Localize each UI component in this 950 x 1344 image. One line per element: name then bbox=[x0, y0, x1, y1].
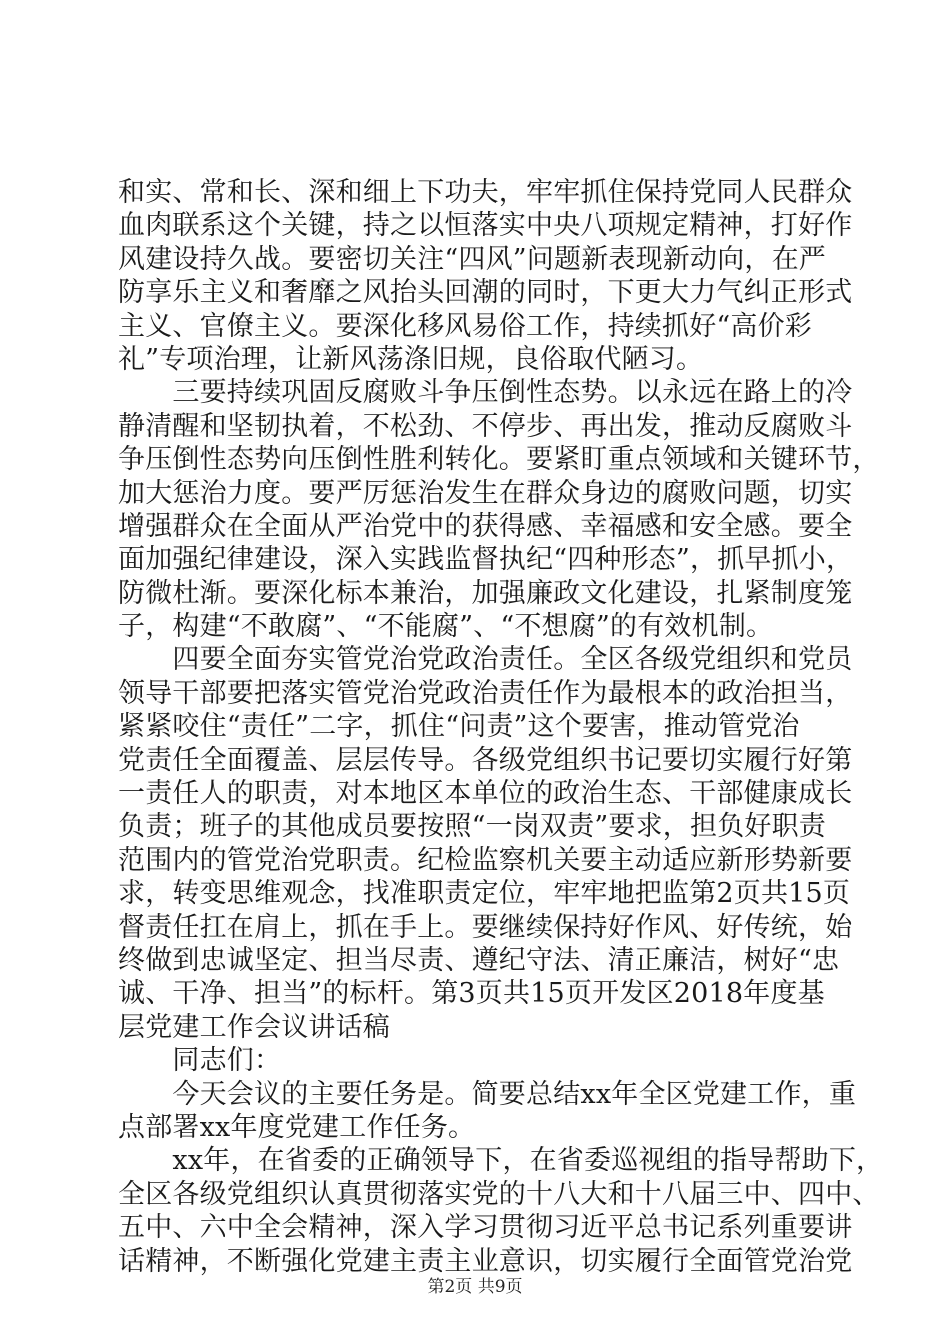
text-line: 层党建工作会议讲话稿 bbox=[118, 1011, 390, 1043]
text-line: 终做到忠诚坚定、担当尽责、遵纪守法、清正廉洁，树好“忠 bbox=[118, 944, 840, 976]
text-line: 领导干部要把落实管党治党政治责任作为最根本的政治担当， bbox=[118, 677, 853, 709]
text-line: 党责任全面覆盖、层层传导。各级党组织书记要切实履行好第 bbox=[118, 744, 853, 776]
document-body bbox=[118, 176, 884, 1278]
text-line: 今天会议的主要任务是。简要总结xx年全区党建工作，重 bbox=[118, 1078, 857, 1110]
text-line: 一责任人的职责，对本地区本单位的政治生态、干部健康成长 bbox=[118, 778, 853, 810]
text-line: 防享乐主义和奢靡之风抬头回潮的同时，下更大力气纠正形式 bbox=[118, 277, 853, 309]
text-line: 三要持续巩固反腐败斗争压倒性态势。以永远在路上的冷 bbox=[118, 377, 853, 409]
text-line: 四要全面夯实管党治党政治责任。全区各级党组织和党员 bbox=[118, 644, 853, 676]
text-line: 督责任扛在肩上，抓在手上。要继续保持好作风、好传统，始 bbox=[118, 911, 853, 943]
text-line: 血肉联系这个关键，持之以恒落实中央八项规定精神，打好作 bbox=[118, 210, 853, 242]
text-line: 主义、官僚主义。要深化移风易俗工作，持续抓好“高价彩 bbox=[118, 310, 813, 342]
text-line: 诚、干净、担当”的标杆。第3页共15页开发区2018年度基 bbox=[118, 978, 825, 1010]
text-line: 五中、六中全会精神，深入学习贯彻习近平总书记系列重要讲 bbox=[118, 1212, 853, 1244]
text-line: 负责；班子的其他成员要按照“一岗双责”要求，担负好职责 bbox=[118, 811, 827, 843]
text-line: 紧紧咬住“责任”二字，抓住“问责”这个要害，推动管党治 bbox=[118, 711, 800, 743]
text-line: 范围内的管党治党职责。纪检监察机关要主动适应新形势新要 bbox=[118, 844, 853, 876]
text-line: 求，转变思维观念，找准职责定位，牢牢地把监第2页共15页 bbox=[118, 878, 851, 910]
text-line: 加大惩治力度。要严厉惩治发生在群众身边的腐败问题，切实 bbox=[118, 477, 853, 509]
text-line: 同志们： bbox=[118, 1045, 282, 1077]
text-line: 争压倒性态势向压倒性胜利转化。要紧盯重点领域和关键环节， bbox=[118, 444, 880, 476]
text-line: 话精神，不断强化党建主责主业意识，切实履行全面管党治党 bbox=[118, 1245, 853, 1277]
text-line: 子，构建“不敢腐”、“不能腐”、“不想腐”的有效机制。 bbox=[118, 611, 774, 643]
text-line: 和实、常和长、深和细上下功夫，牢牢抓住保持党同人民群众 bbox=[118, 177, 853, 208]
text-line: 点部署xx年度党建工作任务。 bbox=[118, 1111, 476, 1143]
text-line: 礼”专项治理，让新风荡涤旧规，良俗取代陋习。 bbox=[118, 343, 704, 375]
text-line: 静清醒和坚韧执着，不松劲、不停步、再出发，推动反腐败斗 bbox=[118, 410, 853, 442]
text-line: 防微杜渐。要深化标本兼治，加强廉政文化建设，扎紧制度笼 bbox=[118, 577, 853, 609]
text-line: 面加强纪律建设，深入实践监督执纪“四种形态”，抓早抓小， bbox=[118, 544, 854, 576]
text-line: xx年，在省委的正确领导下，在省委巡视组的指导帮助下， bbox=[118, 1145, 884, 1177]
text-line: 风建设持久战。要密切关注“四风”问题新表现新动向，在严 bbox=[118, 243, 827, 275]
text-line: 增强群众在全面从严治党中的获得感、幸福感和安全感。要全 bbox=[118, 510, 853, 542]
text-line: 全区各级党组织认真贯彻落实党的十八大和十八届三中、四中、 bbox=[118, 1178, 880, 1210]
page-footer: 第2页 共9页 bbox=[427, 1277, 523, 1297]
